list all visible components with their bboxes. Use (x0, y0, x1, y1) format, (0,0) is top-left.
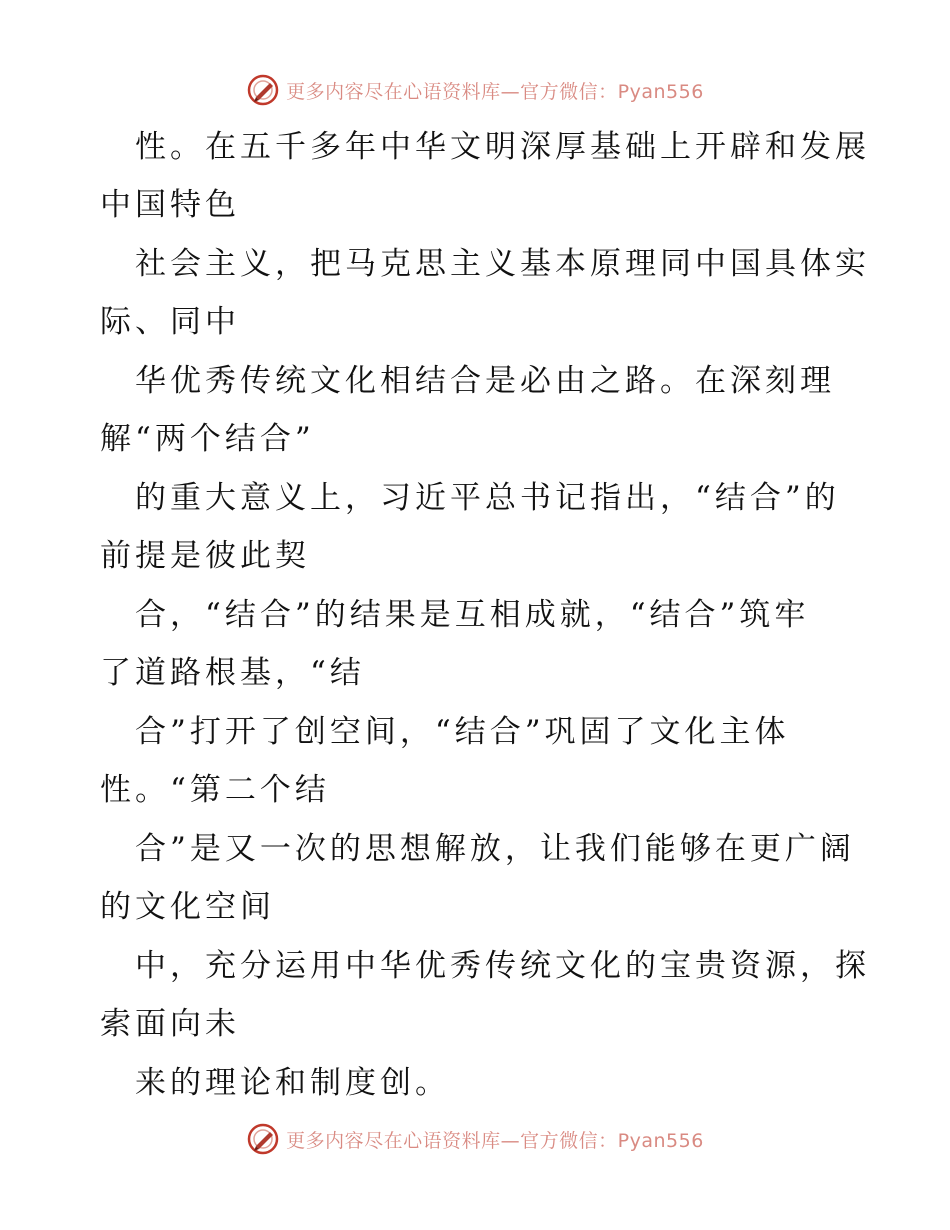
pen-circle-logo-icon (246, 1122, 280, 1156)
paragraph-7-line-2: 的文化空间 (100, 889, 275, 925)
paragraph-3-line-1: 华优秀传统文化相结合是必由之路。在深刻理 (135, 363, 835, 399)
paragraph-5-line-1: 合，“结合”的结果是互相成就，“结合”筑牢 (135, 597, 810, 633)
paragraph-8-line-1: 中，充分运用中华优秀传统文化的宝贵资源，探 (135, 948, 870, 984)
header-watermark (0, 70, 950, 110)
paragraph-3-line-2: 解“两个结合” (100, 421, 315, 457)
footer-watermark (0, 1119, 950, 1159)
paragraph-2-line-1: 社会主义，把马克思主义基本原理同中国具体实 (135, 246, 870, 282)
paragraph-7-line-1: 合”是又一次的思想解放，让我们能够在更广阔 (135, 831, 855, 867)
paragraph-4-line-1: 的重大意义上，习近平总书记指出，“结合”的 (135, 480, 840, 516)
paragraph-6-line-1: 合”打开了创空间，“结合”巩固了文化主体 (135, 714, 790, 750)
watermark-text: 更多内容尽在心语资料库—官方微信：Pyan556 (286, 1129, 704, 1152)
paragraph-6-line-2: 性。“第二个结 (100, 772, 330, 808)
paragraph-1-line-2: 中国特色 (100, 187, 240, 223)
paragraph-8-line-2: 索面向未 (100, 1006, 240, 1042)
watermark-text: 更多内容尽在心语资料库—官方微信：Pyan556 (286, 80, 704, 103)
pen-circle-logo-icon (246, 73, 280, 107)
paragraph-1-line-1: 性。在五千多年中华文明深厚基础上开辟和发展 (135, 129, 870, 165)
paragraph-2-line-2: 际、同中 (100, 304, 240, 340)
paragraph-9-line-1: 来的理论和制度创。 (135, 1065, 450, 1101)
paragraph-5-line-2: 了道路根基，“结 (100, 655, 365, 691)
paragraph-4-line-2: 前提是彼此契 (100, 538, 310, 574)
